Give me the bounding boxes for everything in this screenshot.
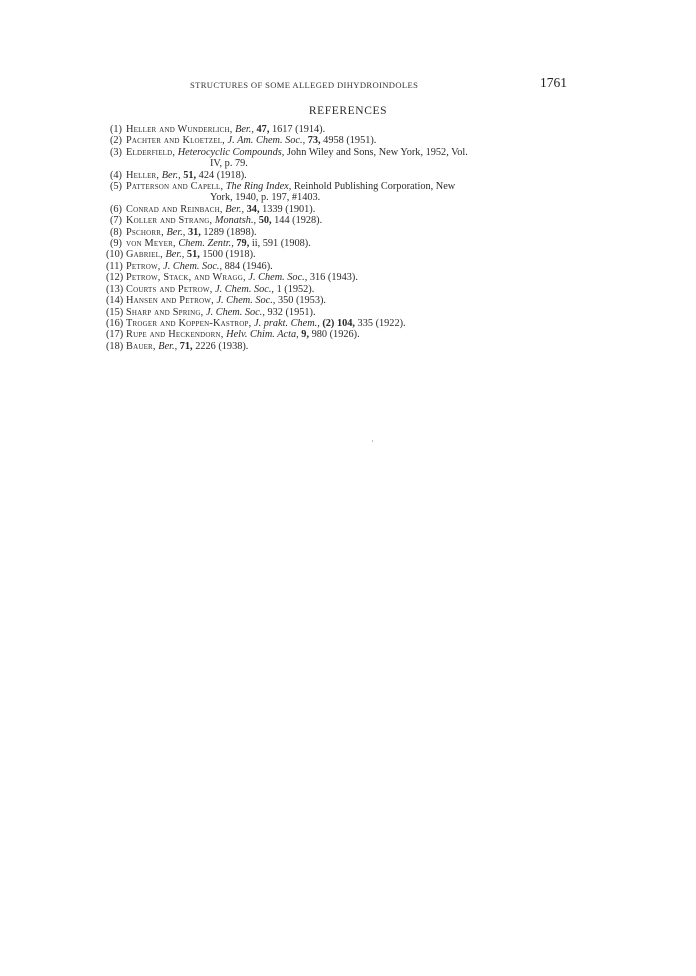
reference-volume: 47,	[256, 124, 270, 135]
reference-item	[106, 261, 576, 272]
reference-details: John Wiley and Sons, New York, 1952, Vol.	[286, 146, 468, 158]
reference-details: 980 (1926).	[311, 329, 360, 341]
reference-number: (8)	[109, 226, 122, 238]
reference-number: (12)	[106, 272, 124, 284]
reference-details: 144 (1928).	[274, 215, 323, 227]
reference-authors: Patterson and Capell,	[126, 181, 224, 193]
reference-details: 335 (1922).	[357, 317, 406, 329]
reference-journal: Chem. Zentr.,	[178, 238, 234, 250]
reference-item	[106, 295, 576, 306]
reference-details: 1 (1952).	[276, 283, 315, 295]
reference-item	[106, 147, 576, 170]
reference-volume: 51,	[183, 169, 197, 181]
reference-journal: Ber.,	[165, 249, 185, 261]
reference-details: 1500 (1918).	[202, 249, 256, 261]
reference-authors: Petrow, Stack, and Wragg,	[126, 272, 246, 284]
reference-item	[106, 181, 576, 204]
reference-item	[106, 318, 576, 329]
reference-details: 884 (1946).	[224, 260, 273, 272]
reference-journal: Ber.,	[158, 340, 178, 352]
reference-authors: Rupe and Heckendorn,	[126, 329, 224, 341]
reference-item	[106, 215, 576, 226]
reference-details: 350 (1953).	[277, 295, 326, 307]
reference-item	[106, 135, 576, 146]
reference-number: (3)	[109, 146, 122, 158]
reference-number: (9)	[109, 238, 122, 250]
reference-details: 1617 (1914).	[271, 124, 326, 135]
reference-journal: Helv. Chim. Acta,	[226, 329, 299, 341]
reference-volume: 73,	[307, 135, 321, 147]
reference-volume: 51,	[186, 249, 200, 261]
reference-number: (7)	[109, 215, 122, 227]
reference-authors: Petrow,	[126, 260, 161, 272]
reference-number: (13)	[106, 283, 124, 295]
reference-list	[106, 124, 576, 352]
reference-details: 1339 (1901).	[262, 203, 316, 215]
reference-details: Reinhold Publishing Corporation, New	[293, 181, 456, 193]
reference-authors: Hansen and Petrow,	[126, 295, 214, 307]
reference-authors: Bauer,	[126, 340, 156, 352]
reference-journal: The Ring Index,	[225, 181, 292, 193]
reference-journal: Ber.,	[166, 226, 186, 238]
reference-volume: 50,	[258, 215, 272, 227]
reference-authors: Heller and Wunderlich,	[126, 124, 233, 135]
reference-volume: 31,	[187, 226, 201, 238]
reference-number: (2)	[109, 135, 122, 147]
reference-item	[106, 170, 576, 181]
reference-authors: Koller and Strang,	[126, 215, 213, 227]
reference-authors: Heller,	[126, 169, 160, 181]
reference-item	[106, 124, 576, 135]
reference-journal: Ber.,	[235, 124, 254, 135]
reference-number: (15)	[106, 306, 124, 318]
reference-details: 932 (1951).	[267, 306, 316, 318]
reference-authors: Sharp and Spring,	[126, 306, 204, 318]
reference-authors: von Meyer,	[126, 238, 176, 250]
reference-item	[106, 227, 576, 238]
reference-item	[106, 204, 576, 215]
reference-continuation: York, 1940, p. 197, #1403.	[210, 192, 321, 204]
reference-authors: Conrad and Reinbach,	[126, 203, 223, 215]
reference-journal: J. Chem. Soc.,	[215, 283, 274, 295]
reference-journal: J. Chem. Soc.,	[248, 272, 308, 284]
reference-journal: J. Chem. Soc.,	[216, 295, 276, 307]
reference-journal: Monatsh.,	[214, 215, 257, 227]
reference-journal: Ber.,	[161, 169, 181, 181]
reference-volume: 79,	[236, 238, 250, 250]
reference-item	[106, 329, 576, 340]
reference-item	[106, 249, 576, 260]
reference-details: 2226 (1938).	[195, 340, 249, 352]
reference-authors: Elderfield,	[126, 146, 176, 158]
reference-volume: 71,	[179, 340, 193, 352]
reference-details: 424 (1918).	[198, 169, 247, 181]
reference-authors: Courts and Petrow,	[126, 283, 213, 295]
references-heading: REFERENCES	[308, 105, 388, 117]
reference-journal: J. Chem. Soc.,	[163, 260, 223, 272]
reference-item	[106, 272, 576, 283]
reference-number: (14)	[106, 295, 124, 307]
reference-journal: J. prakt. Chem.,	[254, 317, 320, 329]
reference-item	[106, 284, 576, 295]
reference-authors: Pschorr,	[126, 226, 164, 238]
reference-journal: J. Chem. Soc.,	[206, 306, 265, 318]
page-number: 1761	[540, 75, 567, 90]
reference-item	[106, 238, 576, 249]
reference-details: ii, 591 (1908).	[251, 238, 311, 250]
reference-number: (6)	[109, 203, 122, 215]
reference-details: 4958 (1951).	[323, 135, 377, 147]
reference-number: (17)	[106, 329, 124, 341]
reference-number: (4)	[109, 169, 122, 181]
reference-volume: 9,	[301, 329, 310, 341]
reference-details: 316 (1943).	[309, 272, 358, 284]
reference-item	[106, 307, 576, 318]
reference-number: (18)	[106, 340, 124, 352]
running-title: STRUCTURES OF SOME ALLEGED DIHYDROINDOLES	[190, 80, 419, 90]
reference-authors: Gabriel,	[126, 249, 163, 261]
reference-details: 1289 (1898).	[203, 226, 257, 238]
reference-continuation: IV, p. 79.	[210, 158, 248, 170]
reference-journal: J. Am. Chem. Soc.,	[227, 135, 306, 147]
reference-number: (10)	[106, 249, 124, 261]
reference-number: (1)	[109, 124, 122, 135]
reference-volume: 34,	[246, 203, 260, 215]
reference-authors: Troger and Koppen-Kastrop,	[126, 317, 252, 329]
reference-number: (11)	[106, 260, 123, 272]
reference-volume: (2) 104,	[322, 317, 355, 329]
reference-number: (16)	[106, 317, 124, 329]
reference-authors: Pachter and Kloetzel,	[126, 135, 225, 147]
scan-speck	[372, 440, 373, 442]
reference-item	[106, 341, 576, 352]
reference-number: (5)	[109, 181, 122, 193]
reference-journal: Heterocyclic Compounds,	[177, 146, 285, 158]
reference-journal: Ber.,	[225, 203, 245, 215]
